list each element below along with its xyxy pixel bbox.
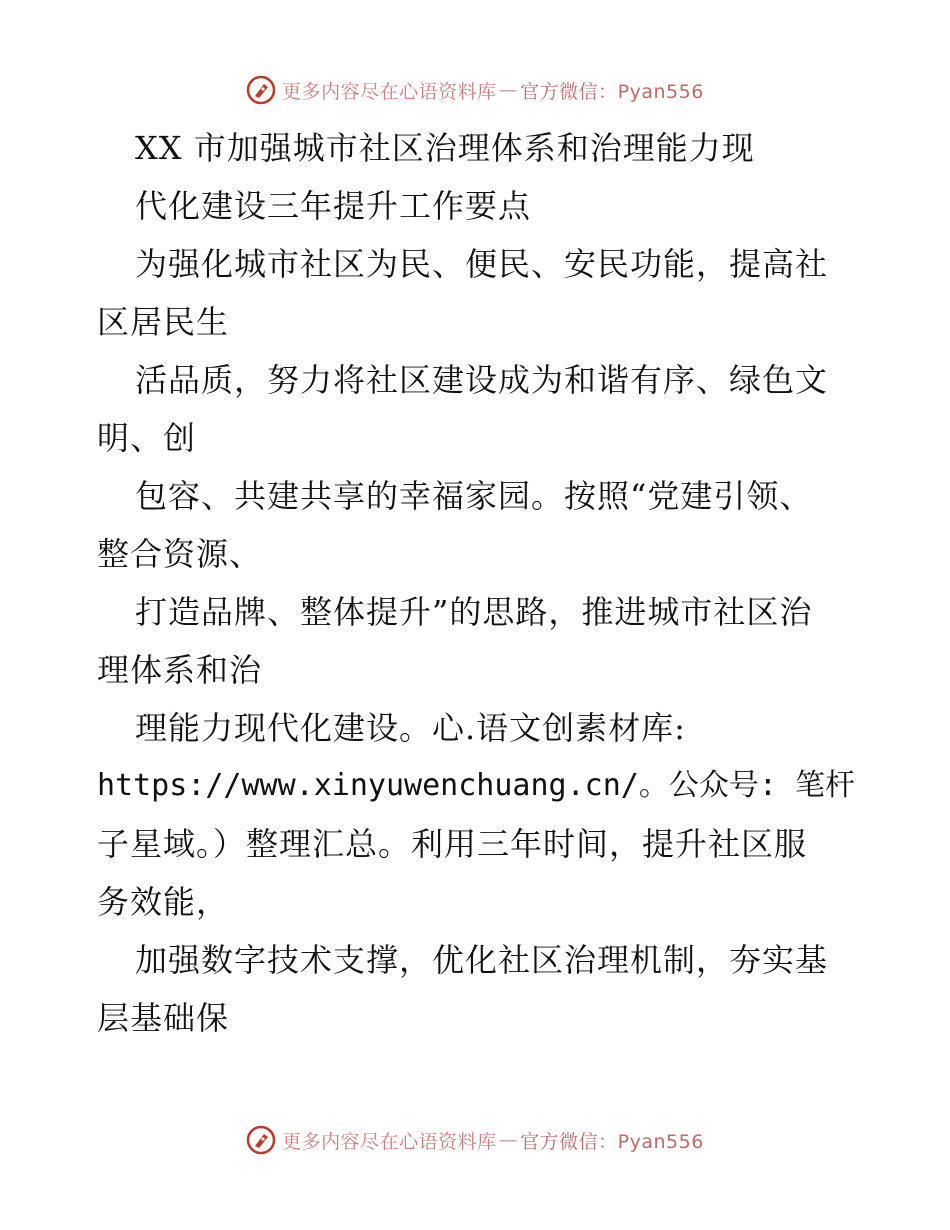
banner-separator: —: [498, 1129, 519, 1151]
document-line: 为强化城市社区为民、便民、安民功能，提高社: [135, 245, 829, 283]
document-line: 理能力现代化建设。心.语文创素材库:: [135, 709, 686, 747]
document-body: [97, 119, 857, 1047]
banner-text: 更多内容尽在心语资料库: [282, 80, 497, 103]
header-banner: [0, 70, 950, 110]
banner-wechat: 官方微信：Pyan556: [520, 1130, 704, 1153]
document-line: https://www.xinyuwenchuang.cn/。公众号: 笔杆: [97, 768, 855, 803]
pen-nib-logo-icon: [246, 75, 276, 105]
document-line: 活品质，努力将社区建设成为和谐有序、绿色文: [135, 361, 829, 399]
document-line: 明、创: [97, 419, 197, 457]
document-line: 务效能，: [97, 883, 230, 921]
footer-banner: [0, 1120, 950, 1160]
banner-wechat: 官方微信：Pyan556: [520, 80, 704, 103]
banner-separator: —: [498, 79, 519, 101]
banner-text: 更多内容尽在心语资料库: [282, 1130, 497, 1153]
document-line: XX 市加强城市社区治理体系和治理能力现: [135, 129, 755, 167]
document-line: 加强数字技术支撑，优化社区治理机制，夯实基: [135, 941, 829, 979]
document-line: 层基础保: [97, 999, 230, 1037]
document-line: 子星域。）整理汇总。利用三年时间，提升社区服: [97, 825, 808, 863]
pen-nib-logo-icon: [246, 1125, 276, 1155]
document-line: 理体系和治: [97, 651, 263, 689]
document-line: 整合资源、: [97, 535, 263, 573]
document-line: 代化建设三年提升工作要点: [135, 187, 532, 225]
document-line: 包容、共建共享的幸福家园。按照“党建引领、: [135, 477, 813, 515]
document-line: 区居民生: [97, 303, 230, 341]
document-line: 打造品牌、整体提升”的思路，推进城市社区治: [135, 593, 813, 631]
